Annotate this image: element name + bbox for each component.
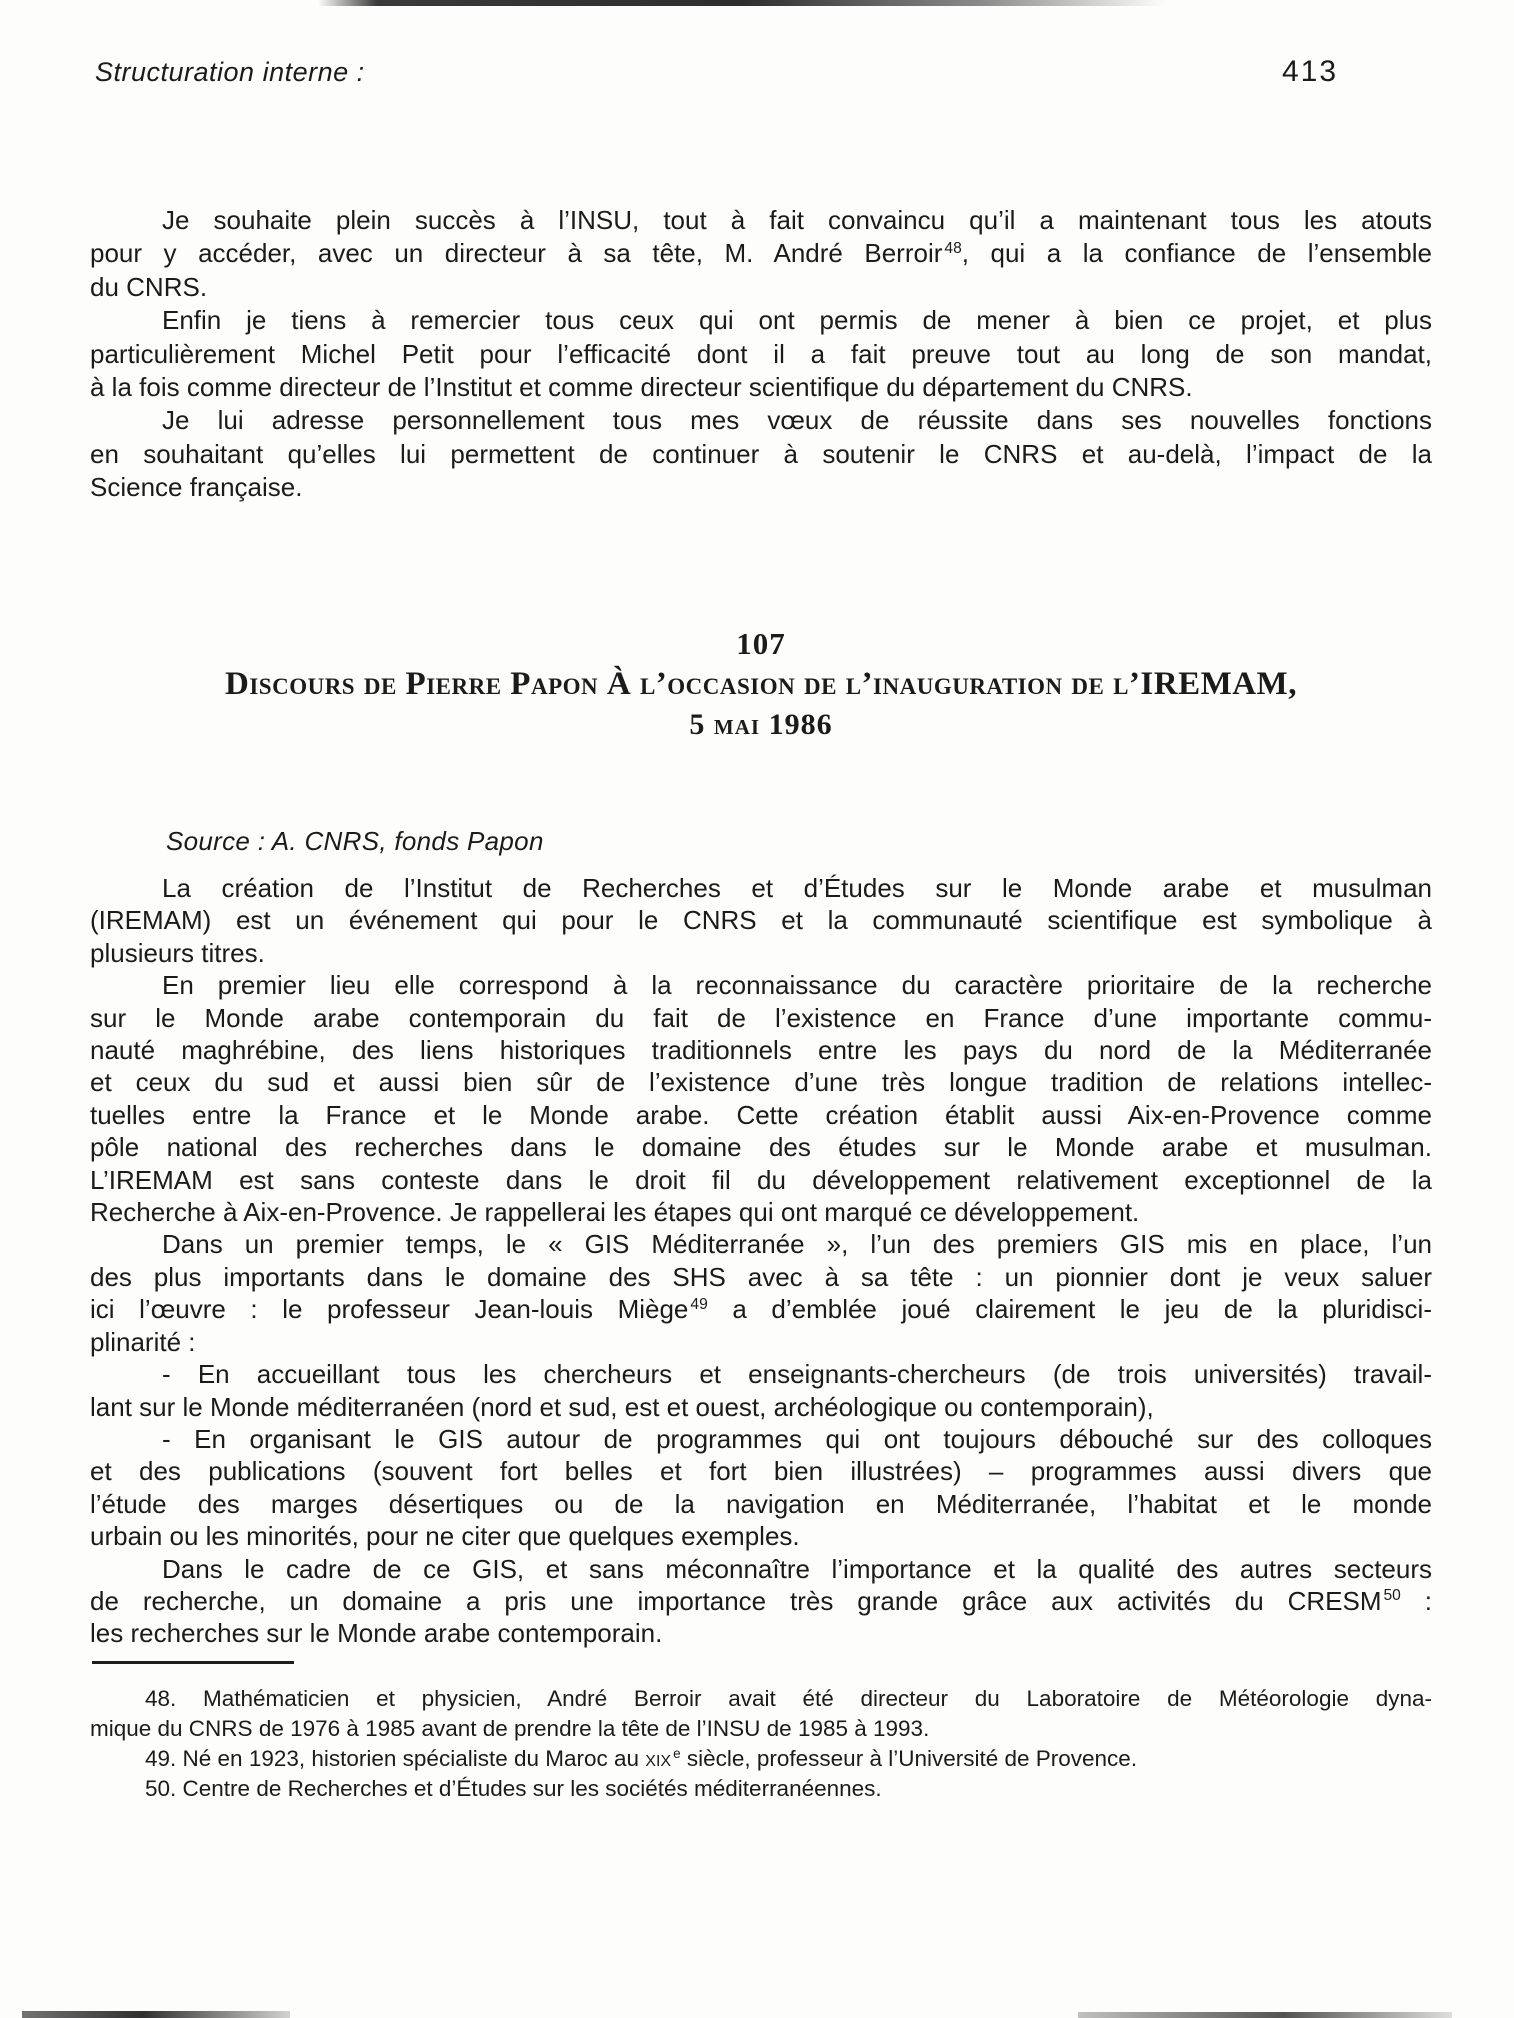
paragraph	[90, 872, 1432, 969]
text-line: des plus importants dans le domaine des SHS avec à sa tête : un pionnier dont je veux saluer	[90, 1261, 1432, 1292]
text-line: du CNRS.	[90, 271, 208, 302]
intro-section	[90, 204, 1432, 505]
footnote-divider	[92, 1661, 294, 1664]
text-line: pôle national des recherches dans le domaine des études sur le Monde arabe et musulman.	[90, 1132, 1432, 1163]
text-line: l’étude des marges désertiques ou de la navigation en Méditerranée, l’habitat et le monde	[90, 1488, 1432, 1519]
section-date: 5 mai 1986	[689, 708, 833, 741]
text-line: - En organisant le GIS autour de programmes qui ont toujours débouché sur des colloques	[162, 1423, 1432, 1454]
text-line: Enfin je tiens à remercier tous ceux qui ont permis de mener à bien ce projet, et plus	[162, 305, 1432, 336]
footnote	[90, 1744, 1432, 1774]
paragraph	[90, 969, 1432, 1228]
text-line: Dans un premier temps, le « GIS Méditerranée », l’un des premiers GIS mis en place, l’un	[162, 1229, 1432, 1260]
text-line: Je lui adresse personnellement tous mes vœux de réussite dans ses nouvelles fonctions	[162, 405, 1432, 436]
text-line: et des publications (souvent fort belles et fort bien illustrées) – programmes aussi divers que	[90, 1456, 1432, 1487]
page-number: 413	[1282, 55, 1339, 88]
scan-artifact-bottom-left	[22, 2011, 290, 2018]
text-line: (IREMAM) est un événement qui pour le CNRS et la communauté scientifique est symbolique à	[90, 905, 1432, 936]
bullet-paragraph	[90, 1423, 1432, 1553]
source-line: Source : A. CNRS, fonds Papon	[166, 826, 544, 856]
text-line: L’IREMAM est sans conteste dans le droit fil du développement relativement exceptionnel de la	[90, 1164, 1432, 1195]
section-number: 107	[736, 626, 786, 661]
text-line: particulièrement Michel Petit pour l’efficacité dont il a fait preuve tout au long de son mandat,	[90, 338, 1432, 369]
text-line: La création de l’Institut de Recherches et d’Études sur le Monde arabe et musulman	[162, 873, 1432, 903]
text-line: En premier lieu elle correspond à la reconnaissance du caractère prioritaire de la recherche	[162, 970, 1432, 1001]
text-line: mique du CNRS de 1976 à 1985 avant de prendre la tête de l’INSU de 1985 à 1993.	[90, 1716, 930, 1741]
paragraph	[90, 304, 1432, 404]
footnotes-section	[90, 1684, 1432, 1804]
text-line: les recherches sur le Monde arabe contemporain.	[90, 1618, 663, 1649]
text-line: pour y accéder, avec un directeur à sa tête, M. André Berroir $^{48}$, qui a la confiance de l’ensemble	[90, 238, 1432, 269]
text-line: 49. Né en 1923, historien spécialiste du Maroc au xix $^e$ siècle, professeur à l’Université de Provence.	[145, 1745, 1138, 1771]
paragraph	[90, 1553, 1432, 1650]
body-section	[90, 872, 1432, 1650]
text-line: de recherche, un domaine a pris une importance très grande grâce aux activités du CRESM $^{50}$ :	[90, 1585, 1432, 1616]
text-line: Dans le cadre de ce GIS, et sans méconnaître l’importance et la qualité des autres secteurs	[162, 1553, 1432, 1584]
text-line: et ceux du sud et aussi bien sûr de l’existence d’une très longue tradition de relations intellec-	[90, 1067, 1432, 1098]
text-line: tuelles entre la France et le Monde arabe. Cette création établit aussi Aix-en-Provence comme	[90, 1099, 1432, 1130]
scan-artifact-bottom-right	[1078, 2012, 1452, 2018]
text-line: plinarité :	[90, 1326, 196, 1357]
text-line: - En accueillant tous les chercheurs et enseignants-chercheurs (de trois universités) travail-	[162, 1359, 1432, 1390]
text-line: à la fois comme directeur de l’Institut et comme directeur scientifique du département du CNRS.	[90, 372, 1193, 403]
footnote	[90, 1774, 1432, 1804]
bullet-paragraph	[90, 1358, 1432, 1423]
scan-artifact-top	[318, 0, 1166, 6]
text-line: Je souhaite plein succès à l’INSU, tout à fait convaincu qu’il a maintenant tous les atouts	[162, 205, 1432, 235]
text-line: 48. Mathématicien et physicien, André Berroir avait été directeur du Laboratoire de Météorologie dyna-	[145, 1686, 1432, 1711]
text-line: plusieurs titres.	[90, 937, 265, 968]
text-line: ici l’œuvre : le professeur Jean-louis Miège $^{49}$ a d’emblée joué clairement le jeu de la pluridisci-	[90, 1294, 1432, 1325]
text-line: lant sur le Monde méditerranéen (nord et sud, est et ouest, archéologique ou contemporain),	[90, 1391, 1154, 1422]
section-title: Discours de Pierre Papon À l’occasion de l’inauguration de l’IREMAM,	[225, 666, 1297, 702]
footnote	[90, 1684, 1432, 1744]
text-line: Science française.	[90, 472, 303, 503]
text-line: nauté maghrébine, des liens historiques traditionnels entre les pays du nord de la Méditerranée	[90, 1035, 1432, 1066]
paragraph	[90, 404, 1432, 504]
running-title: Structuration interne :	[95, 57, 365, 87]
text-line: urbain ou les minorités, pour ne citer que quelques exemples.	[90, 1521, 800, 1552]
paragraph	[90, 1228, 1432, 1358]
paragraph	[90, 204, 1432, 304]
text-line: sur le Monde arabe contemporain du fait de l’existence en France d’une importante commu-	[90, 1002, 1432, 1033]
text-line: en souhaitant qu’elles lui permettent de continuer à soutenir le CNRS et au-delà, l’impact de la	[90, 438, 1432, 469]
section-heading	[90, 626, 1432, 742]
text-line: 50. Centre de Recherches et d’Études sur les sociétés méditerranéennes.	[145, 1776, 882, 1801]
text-line: Recherche à Aix-en-Provence. Je rappellerai les étapes qui ont marqué ce développement.	[90, 1197, 1140, 1228]
